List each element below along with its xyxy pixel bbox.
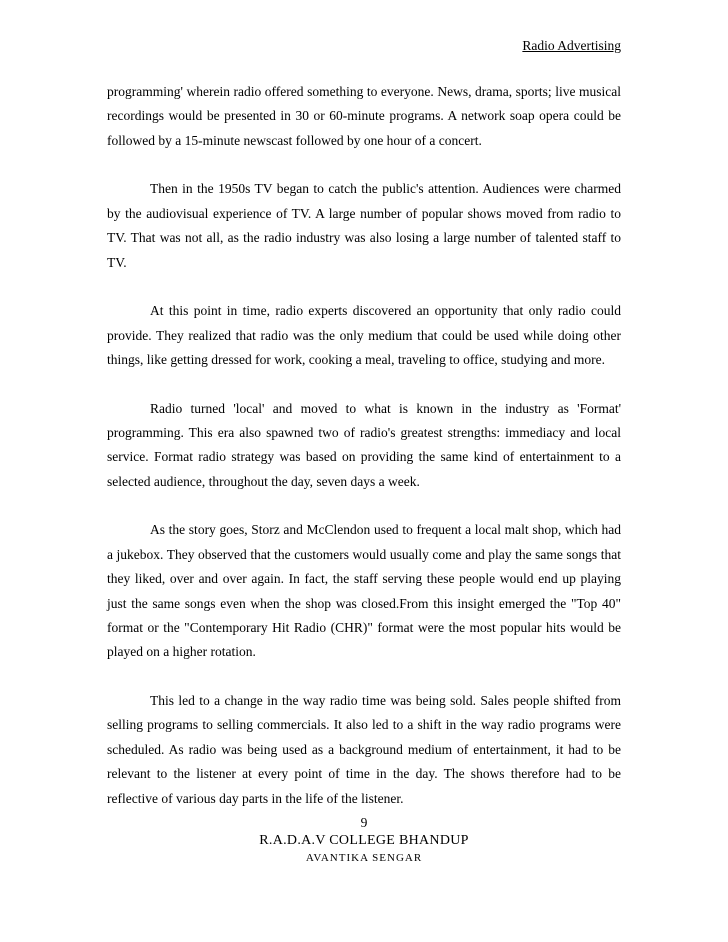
paragraph: Radio turned 'local' and moved to what is known in the industry as 'Format' programming. This era also spawned two of radio's greatest strengths: immediacy and local service. Format radio strategy was based on providing the same kind of entertainment to a selected audience, throughout the day, seven days a week. <box>107 400 621 489</box>
running-header: Radio Advertising <box>522 38 621 53</box>
footer-author: AVANTIKA SENGAR <box>305 852 423 864</box>
page-number: 9 <box>360 815 368 830</box>
paragraph: This led to a change in the way radio time was being sold. Sales people shifted from selling programs to selling commercials. It also led to a shift in the way radio programs were scheduled. As radio was being used as a background medium of entertainment, it had to be relevant to the listener at every point of time in the day. The shows therefore had to be reflective of various day parts in the life of the listener. <box>107 693 621 806</box>
footer-college: R.A.D.A.V COLLEGE BHANDUP <box>259 833 469 848</box>
body-text <box>107 80 621 835</box>
paragraph: At this point in time, radio experts discovered an opportunity that only radio could provide. They realized that radio was the only medium that could be used while doing other things, like getting dressed for work, cooking a meal, traveling to office, studying and more. <box>107 303 621 368</box>
paragraph: As the story goes, Storz and McClendon used to frequent a local malt shop, which had a jukebox. They observed that the customers would usually come and play the same songs that they liked, over and over again. In fact, the staff serving these people would end up playing just the same songs even when the shop was closed.From this insight emerged the "Top 40" format or the "Contemporary Hit Radio (CHR)" format were the most popular hits would be played on a higher rotation. <box>107 522 621 660</box>
paragraph: Then in the 1950s TV began to catch the public's attention. Audiences were charmed by the audiovisual experience of TV. A large number of popular shows moved from radio to TV. That was not all, as the radio industry was also losing a large number of talented staff to TV. <box>107 181 621 270</box>
paragraph-continued: programming' wherein radio offered something to everyone. News, drama, sports; live musical recordings would be presented in 30 or 60-minute programs. A network soap opera could be followed by a 15-minute newscast followed by one hour of a concert. <box>107 84 621 148</box>
